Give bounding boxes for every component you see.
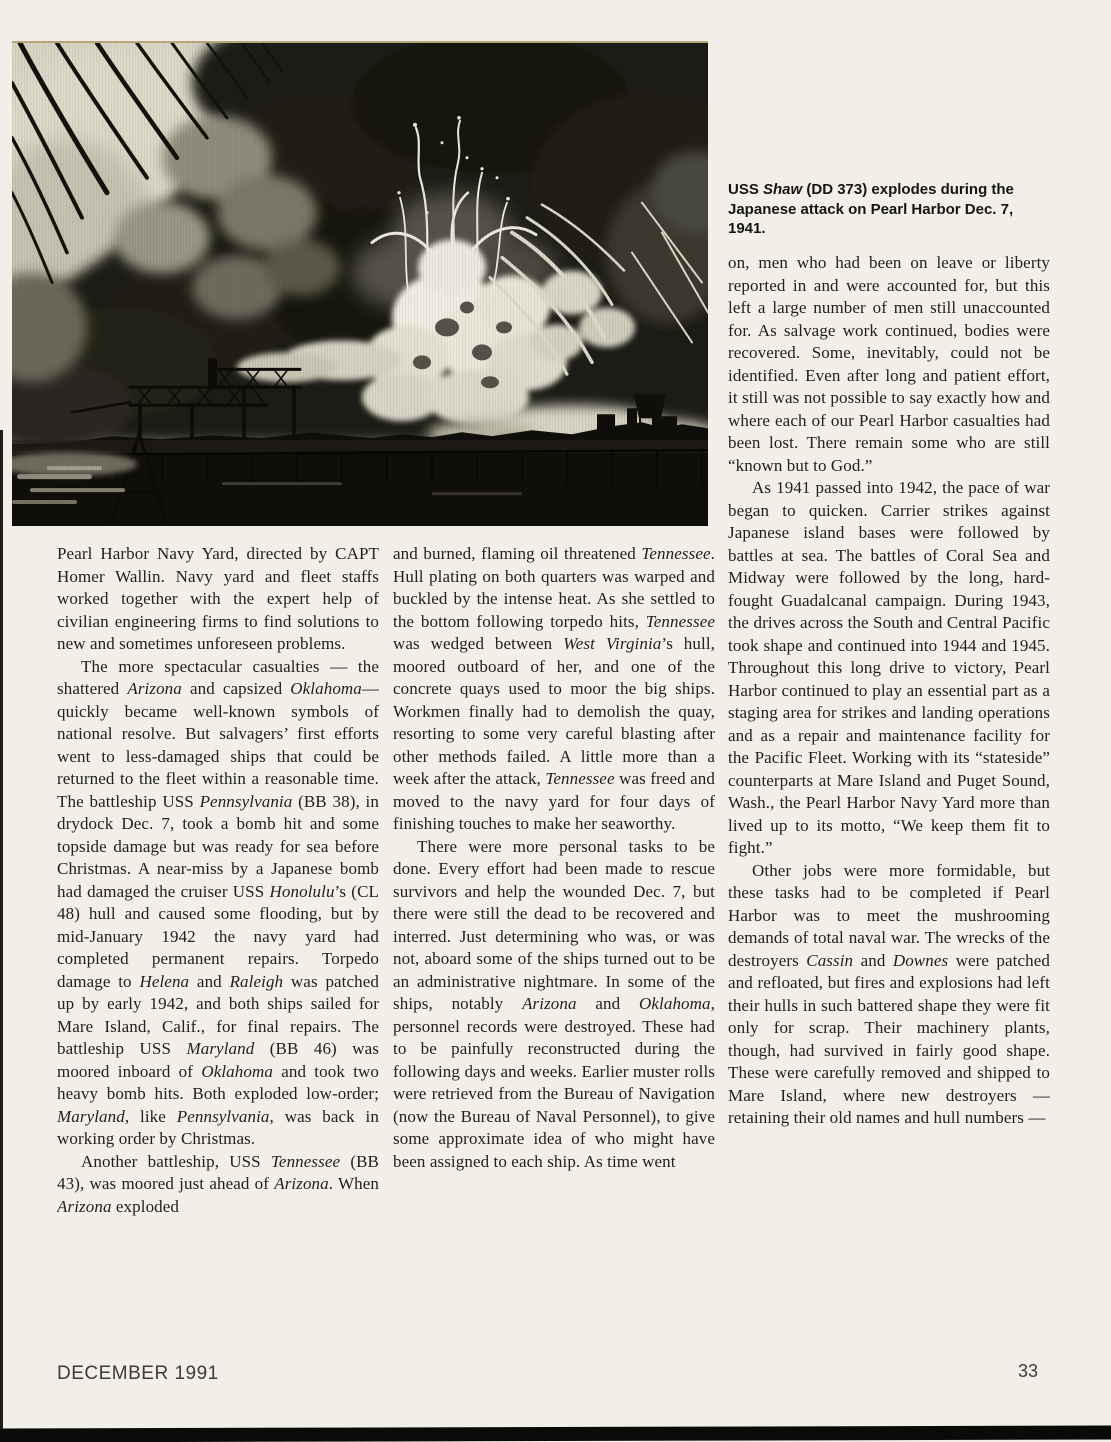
- page-number: 33: [1018, 1361, 1039, 1381]
- paragraph: There were more personal tasks to be done. Every effort had been made to rescue survivors and help the wounded Dec. 7, but there were still the dead to be recovered and interred. Just determining who was, or was not, aboard some of the ships turned out to be an administrative nightmare. In some of the ships, notably Arizona and Oklahoma, personnel records were destroyed. These had to be painfully reconstructed during the following days and weeks. Earlier muster rolls were retrieved from the Bureau of Navigation (now the Bureau of Naval Personnel), to give some approximate idea of who might have been assigned to each ship. As time went: [393, 836, 715, 1171]
- paragraph: on, men who had been on leave or liberty reported in and were accounted for, but this left a large number of men still unaccounted for. As salvage work continued, bodies were recovered. Some, inevitably, could not be identified. Even after long and patient effort, it still was not possible to say exactly how and where each of our Pearl Harbor casualties had been lost. There remain some who are still “known but to God.”: [728, 253, 1050, 475]
- paragraph: As 1941 passed into 1942, the pace of war began to quicken. Carrier strikes against Japanese island bases were followed by battles at sea. The battles of Coral Sea and Midway were followed by the long, hard-fought Guadalcanal campaign. During 1943, the drives across the South and Central Pacific took shape and continued into 1944 and 1945. Throughout this long drive to victory, Pearl Harbor continued to play an essential part as a staging area for strikes and landing operations and as a repair and maintenance facility for the Pacific Fleet. Working with its “stateside” counterparts at Mare Island and Puget Sound, Wash., the Pearl Harbor Navy Yard more than lived up to its motto, “We keep them fit to fight.”: [728, 478, 1050, 857]
- paragraph: and burned, flaming oil threatened Tennessee. Hull plating on both quarters was warped and buckled by the intense heat. As she settled to the bottom following torpedo hits, Tennessee was wedged between West Virginia’s hull, moored outboard of her, and one of the concrete quays used to moor the big ships. Workmen finally had to demolish the quay, resorting to some very careful blasting after other methods failed. A little more than a week after the attack, Tennessee was freed and moved to the navy yard for four days of finishing touches to make her seaworthy.: [393, 544, 715, 833]
- paragraph: Other jobs were more formidable, but these tasks had to be completed if Pearl Harbor was to meet the mushrooming demands of total naval war. The wrecks of the destroyers Cassin and Downes were patched and refloated, but fires and explosions had left their hulls in such battered shape they were fit only for scrap. Their machinery plants, though, had survived in fairly good shape. These were carefully removed and shipped to Mare Island, where new destroyers — retaining their old names and hull numbers —: [728, 860, 1050, 1127]
- issue-date: DECEMBER 1991: [57, 1363, 219, 1384]
- column-right: [728, 252, 1050, 1362]
- explosion-photo-art: [12, 43, 708, 526]
- column-left: [57, 543, 379, 1358]
- explosion-photo: [12, 41, 708, 526]
- scan-edge-bottom: [0, 1426, 1111, 1442]
- paragraph: Another battleship, USS Tennessee (BB 43), was moored just ahead of Arizona. When Arizona exploded: [57, 1151, 379, 1216]
- paragraph: The more spectacular casualties — the shattered Arizona and capsized Oklahoma— quickly became well-known symbols of national resolve. But salvagers’ first efforts went to less-damaged ships that could be returned to the fleet within a reasonable time. The battleship USS Pennsylvania (BB 38), in drydock Dec. 7, took a bomb hit and some topside damage but was ready for sea before Christmas. A near-miss by a Japanese bomb had damaged the cruiser USS Honolulu’s (CL 48) hull and caused some flooding, but by mid-January 1942 the navy yard had completed permanent repairs. Torpedo damage to Helena and Raleigh was patched up by early 1942, and both ships sailed for Mare Island, Calif., for final repairs. The battleship USS Maryland (BB 46) was moored inboard of Oklahoma and took two heavy bomb hits. Both exploded low-order; Maryland, like Pennsylvania, was back in working order by Christmas.: [57, 656, 379, 1148]
- photo-caption: USS Shaw (DD 373) explodes during the Japanese attack on Pearl Harbor Dec. 7, 1941.: [728, 181, 1014, 237]
- scan-edge-left: [0, 430, 3, 1441]
- paragraph: Pearl Harbor Navy Yard, directed by CAPT Homer Wallin. Navy yard and fleet staffs worked together with the expert help of civilian engineering firms to find solutions to new and sometimes unforeseen problems.: [57, 544, 379, 653]
- column-middle: [393, 543, 715, 1358]
